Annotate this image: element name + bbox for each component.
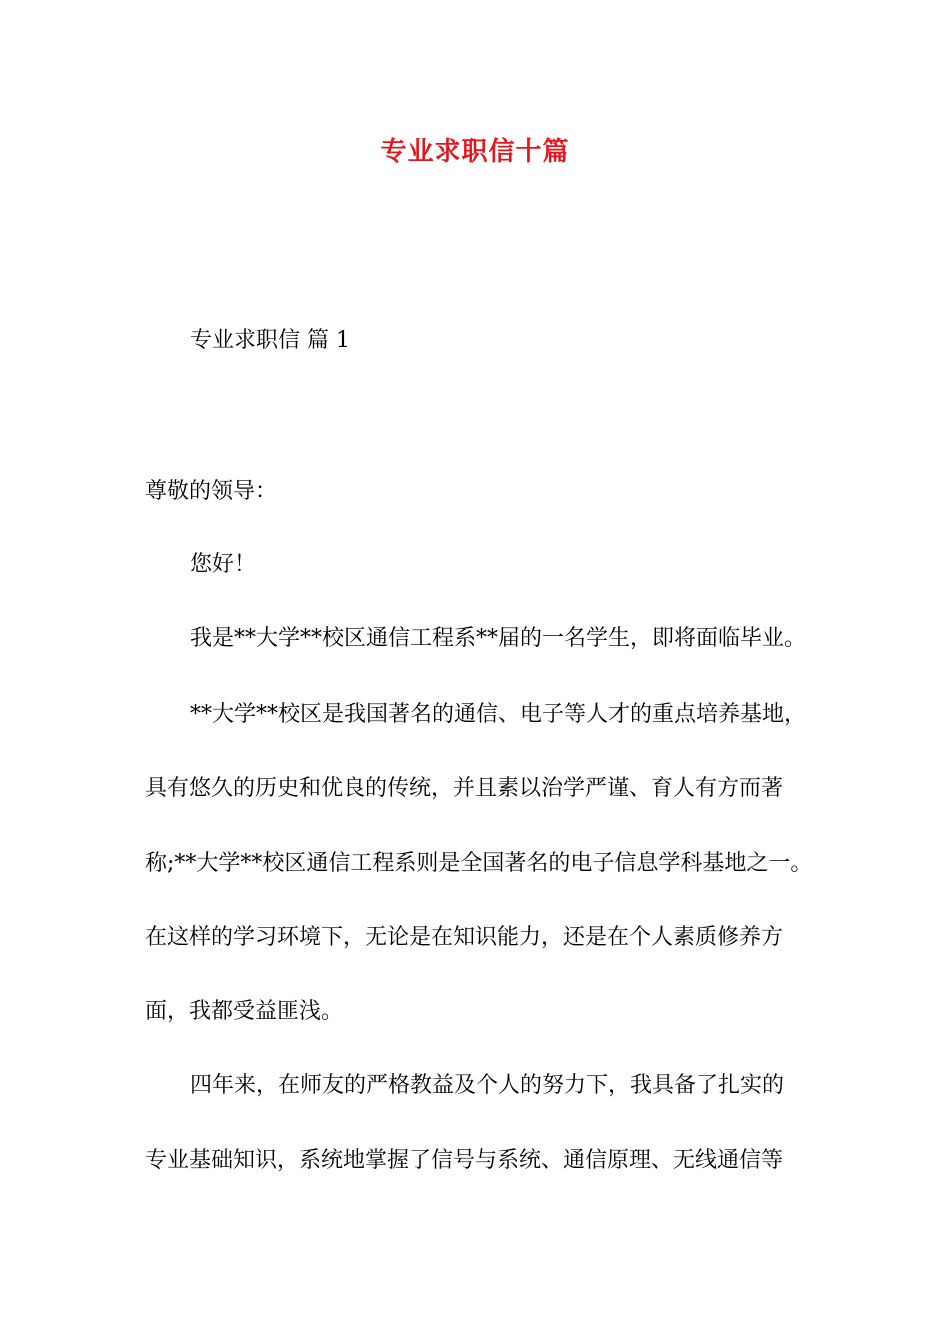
section-heading: 专业求职信 篇 1 bbox=[190, 328, 350, 353]
paragraph-line: 称;**大学**校区通信工程系则是全国著名的电子信息学科基地之一。 bbox=[145, 851, 813, 876]
paragraph-line: 四年来，在师友的严格教益及个人的努力下，我具备了扎实的 bbox=[190, 1073, 785, 1098]
paragraph-line: 在这样的学习环境下，无论是在知识能力，还是在个人素质修养方 bbox=[145, 925, 784, 950]
paragraph-line: 面，我都受益匪浅。 bbox=[145, 999, 344, 1024]
greeting: 您好！ bbox=[190, 552, 257, 577]
paragraph-line: **大学**校区是我国著名的通信、电子等人才的重点培养基地， bbox=[190, 702, 807, 727]
paragraph-line: 我是**大学**校区通信工程系**届的一名学生，即将面临毕业。 bbox=[190, 626, 807, 651]
paragraph-line: 具有悠久的历史和优良的传统，并且素以治学严谨、育人有方而著 bbox=[145, 776, 784, 801]
paragraph-line: 专业基础知识，系统地掌握了信号与系统、通信原理、无线通信等 bbox=[145, 1148, 784, 1173]
document-title: 专业求职信十篇 bbox=[380, 137, 570, 167]
salutation: 尊敬的领导： bbox=[145, 479, 278, 504]
